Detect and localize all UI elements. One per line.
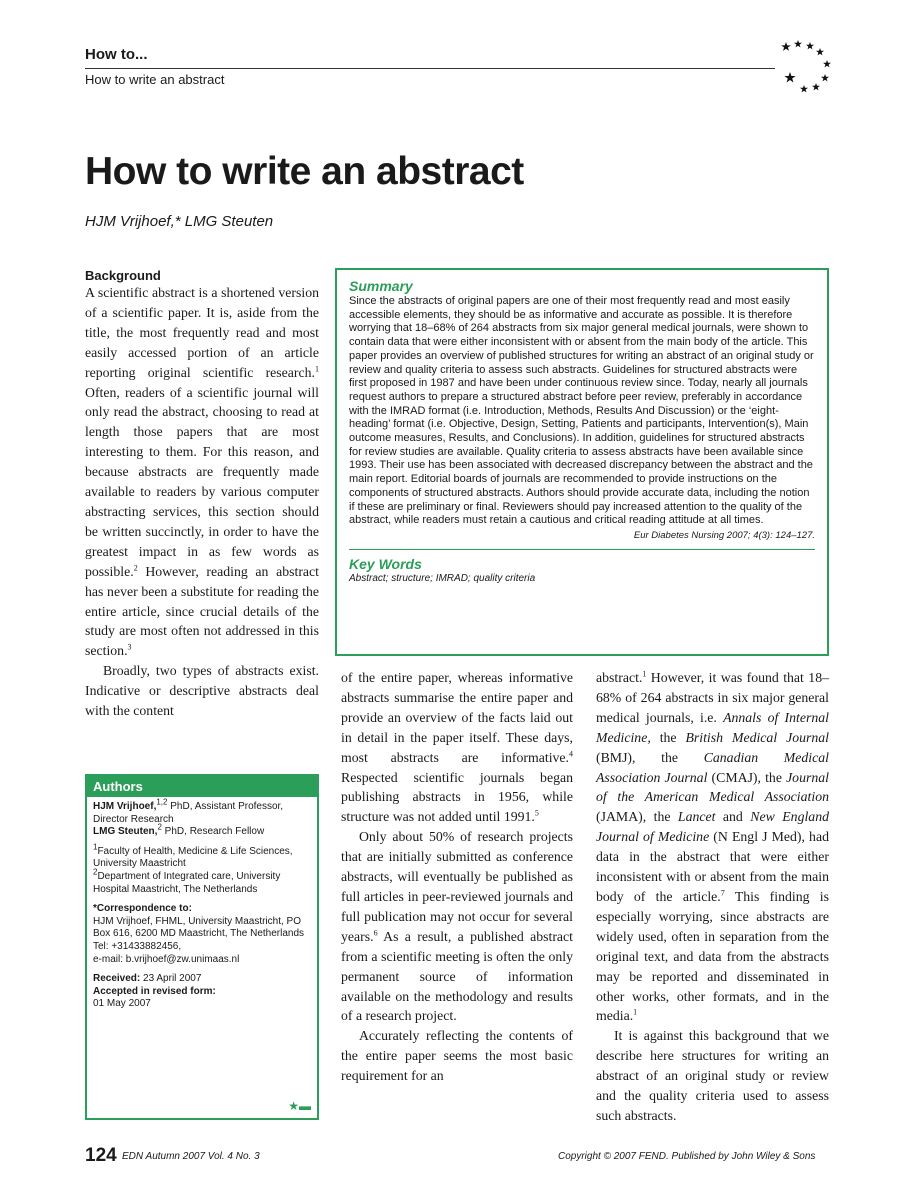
background-text	[85, 283, 319, 721]
eu-stars-logo-icon	[778, 38, 838, 96]
authors-body	[87, 797, 317, 1022]
col2-paragraph-3: Accurately reflecting the contents of the entire paper seems the most basic requirement for an	[341, 1028, 573, 1084]
summary-divider	[349, 549, 815, 550]
dates: Received: 23 April 2007 Accepted in revised form: 01 May 2007	[93, 973, 216, 1010]
background-heading: Background	[85, 268, 161, 283]
col3-paragraph-2: It is against this background that we describe here structures for writing an abstract of an original study or review and the quality criteria used to assess such abstracts.	[596, 1028, 829, 1123]
running-header-subtitle: How to write an abstract	[85, 72, 225, 87]
col2-paragraph-2: Only about 50% of research projects that are initially submitted as conference abstracts, will eventually be published as full articles in peer-reviewed journals and full publication may not occur for several years.$^6$ As a result, a published abstract from a scientific meeting is often the only permanent source of information available on the methodology and results of a research project.	[341, 829, 573, 1024]
summary-text: Since the abstracts of original papers are one of their most frequently read and most easily accessible elements, they should be as informative and accurate as possible. It is therefore worrying that 18–68% of 264 abstracts from six major general medical journals, were shown to contain data that were either inconsistent with or absent from the main body of the article. This paper provides an overview of published structures for writing an abstract of an original study or review and quality criteria to assess such abstracts. Guidelines for structured abstracts were first proposed in 1987 and have been under continuous review since. Today, nearly all journals request authors to prepare a structured abstract before peer review, preferably in accordance with the IMRAD format (i.e. Introduction, Methods, Results And Discussion) or the ‘eight-heading’ format (i.e. Objective, Design, Setting, Patients and participants, Intervention(s), Main outcome measures, Results, and Conclusions). In addition, guidelines for structured abstracts for review studies are available. Quality criteria to assess abstracts have been available since 1993. Their use has been associated with decreased discrepancy between the abstract and the main report. Editorial boards of journals are recommended to provide instructions on the components of structured abstracts. Authors should provide accurate data, including the notion if these are preliminary or final. Reviewers should pay increased attention to the quality of the abstract, while readers must retain a cautious and critical reading attitude at all times.	[349, 295, 814, 527]
column-2-text	[341, 668, 573, 1086]
keywords-text: Abstract; structure; IMRAD; quality criteria	[349, 572, 536, 584]
keywords-heading: Key Words	[349, 555, 422, 572]
authors-box	[85, 774, 319, 1120]
affiliations: $^1$Faculty of Health, Medicine & Life Sciences, University Maastricht $^2$Department of Integrated care, University Hospital Maastricht, The Netherlands	[93, 842, 293, 895]
summary-citation: Eur Diabetes Nursing 2007; 4(3): 124–127.	[633, 529, 815, 541]
article-authors: HJM Vrijhoef,* LMG Steuten	[85, 213, 274, 230]
article-title: How to write an abstract	[85, 150, 524, 193]
col3-paragraph-1: abstract.$^1$ However, it was found that 18–68% of 264 abstracts in six major general medical journals, i.e. Annals of Internal Medicine, the British Medical Journal (BMJ), the Canadian Medical Association Journal (CMAJ), the Journal of the American Medical Association (JAMA), the Lancet and New England Journal of Medicine (N Engl J Med), had data in the abstract that were either inconsistent with or absent from the main body of the article.$^7$ This finding is especially worrying, since abstracts are widely used, often in separation from the original text, and data from the abstracts may be reported and disseminated in other works, other formats, and in the media.$^1$	[596, 669, 829, 1024]
running-header-section: How to...	[85, 46, 148, 63]
author-list: HJM Vrijhoef,$^{1,2}$ PhD, Assistant Professor, Director Research LMG Steuten,$^2$ PhD, Research Fellow	[93, 797, 284, 838]
summary-box	[335, 268, 829, 656]
correspondence: *Correspondence to: HJM Vrijhoef, FHML, University Maastricht, PO Box 616, 6200 MD Maastricht, The Netherlands Tel: +31433882456, e-mail: b.vrijhoef@zw.unimaas.nl	[93, 903, 305, 965]
col2-paragraph-1: of the entire paper, whereas informative abstracts summarise the entire paper and provide an overview of the facts laid out in detail in the paper itself. These days, most abstracts are informative.$^4$ Respected scientific journals began publishing abstracts in 1956, while structure was not added until 1991.$^5$	[341, 670, 573, 825]
column-3-text	[596, 668, 829, 1126]
background-paragraph-2: Broadly, two types of abstracts exist. Indicative or descriptive abstracts deal with the content	[85, 663, 319, 719]
journal-issue: EDN Autumn 2007 Vol. 4 No. 3	[122, 1151, 260, 1162]
authors-box-stars-icon: ★▬	[288, 1099, 311, 1113]
background-paragraph-1: A scientific abstract is a shortened version of a scientific paper. It is, aside from the title, the most frequently read and most easily accessed portion of an article reporting original scientific research.$^1$ Often, readers of a scientific journal will only read the abstract, choosing to read at length those papers that are most interesting to them. For this reason, and because abstracts are frequently made available to readers by various computer abstracting services, this section should be written succinctly, in order to have the greatest impact in as few words as possible.$^2$ However, reading an abstract has never been a substitute for reading the entire article, since crucial details of the study are most often not addressed in this section.$^3$	[85, 285, 319, 659]
header-rule	[85, 68, 775, 69]
page-number: 124	[85, 1145, 117, 1166]
copyright: Copyright © 2007 FEND. Published by John Wiley & Sons	[558, 1151, 816, 1162]
summary-heading: Summary	[349, 278, 413, 294]
authors-heading: Authors	[87, 776, 317, 797]
